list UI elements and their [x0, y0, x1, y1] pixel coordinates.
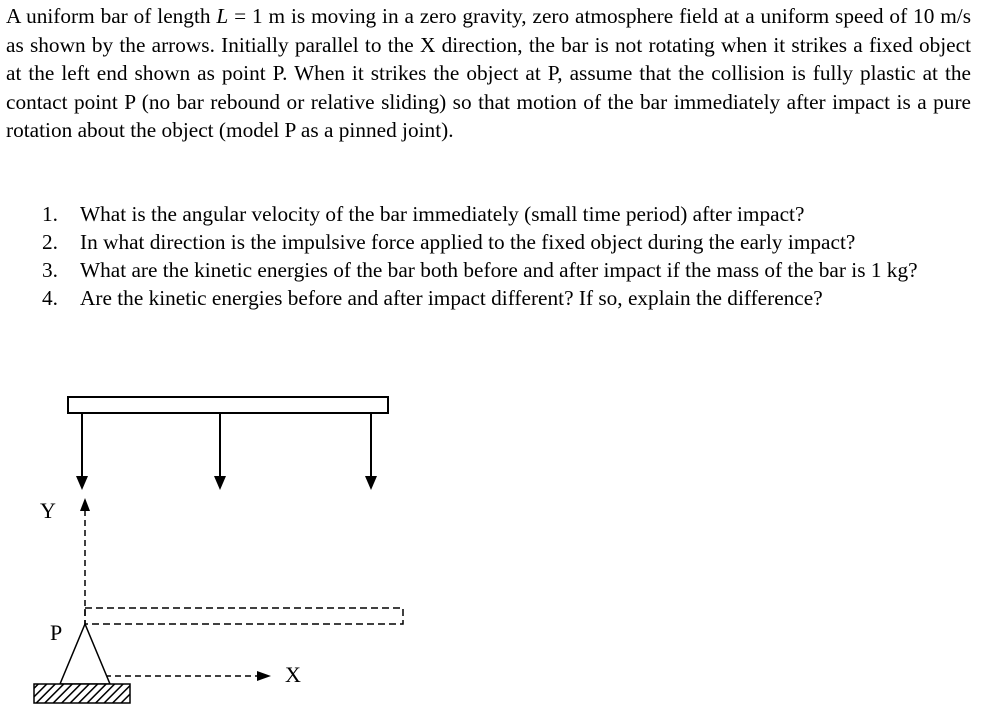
y-axis-arrowhead	[80, 498, 90, 511]
question-text: Are the kinetic energies before and after impact different? If so, explain the difference?	[80, 286, 823, 310]
point-p-label: P	[50, 620, 63, 645]
y-axis-label: Y	[40, 498, 56, 523]
problem-text-part2: = 1 m is moving in a zero gravity, zero atmosphere field at a uniform speed of 10 m/s as shown by the arrows. Initially parallel to the X direction, the bar is not rotating when it strikes a fixed object at the left end shown as point P. When it strikes the object at P, assume that the collision is fully plastic at the contact point P (no bar rebound or relative sliding) so that motion of the bar immediately after impact is a pure rotation about the object (model P as a pinned joint).	[6, 4, 971, 143]
x-axis-arrowhead	[257, 671, 271, 681]
question-text: What are the kinetic energies of the bar both before and after impact if the mass of the bar is 1 kg?	[80, 258, 918, 282]
x-axis	[85, 671, 271, 681]
question-number: 1.	[42, 202, 58, 226]
question-text: In what direction is the impulsive force applied to the fixed object during the early impact?	[80, 230, 856, 254]
velocity-arrow	[214, 414, 226, 490]
x-axis-label: X	[285, 662, 301, 687]
question-number: 3.	[42, 258, 58, 282]
velocity-arrow	[76, 414, 88, 490]
moving-bar	[68, 397, 388, 413]
length-symbol: L	[216, 4, 229, 28]
pin-support	[60, 624, 110, 684]
velocity-arrow	[365, 414, 377, 490]
question-number: 2.	[42, 230, 58, 254]
bar-at-impact-outline	[85, 608, 403, 624]
ground-hatch	[34, 684, 130, 703]
question-text: What is the angular velocity of the bar immediately (small time period) after impact?	[80, 202, 805, 226]
question-number: 4.	[42, 286, 58, 310]
problem-text-part1: A uniform bar of length	[6, 4, 217, 28]
